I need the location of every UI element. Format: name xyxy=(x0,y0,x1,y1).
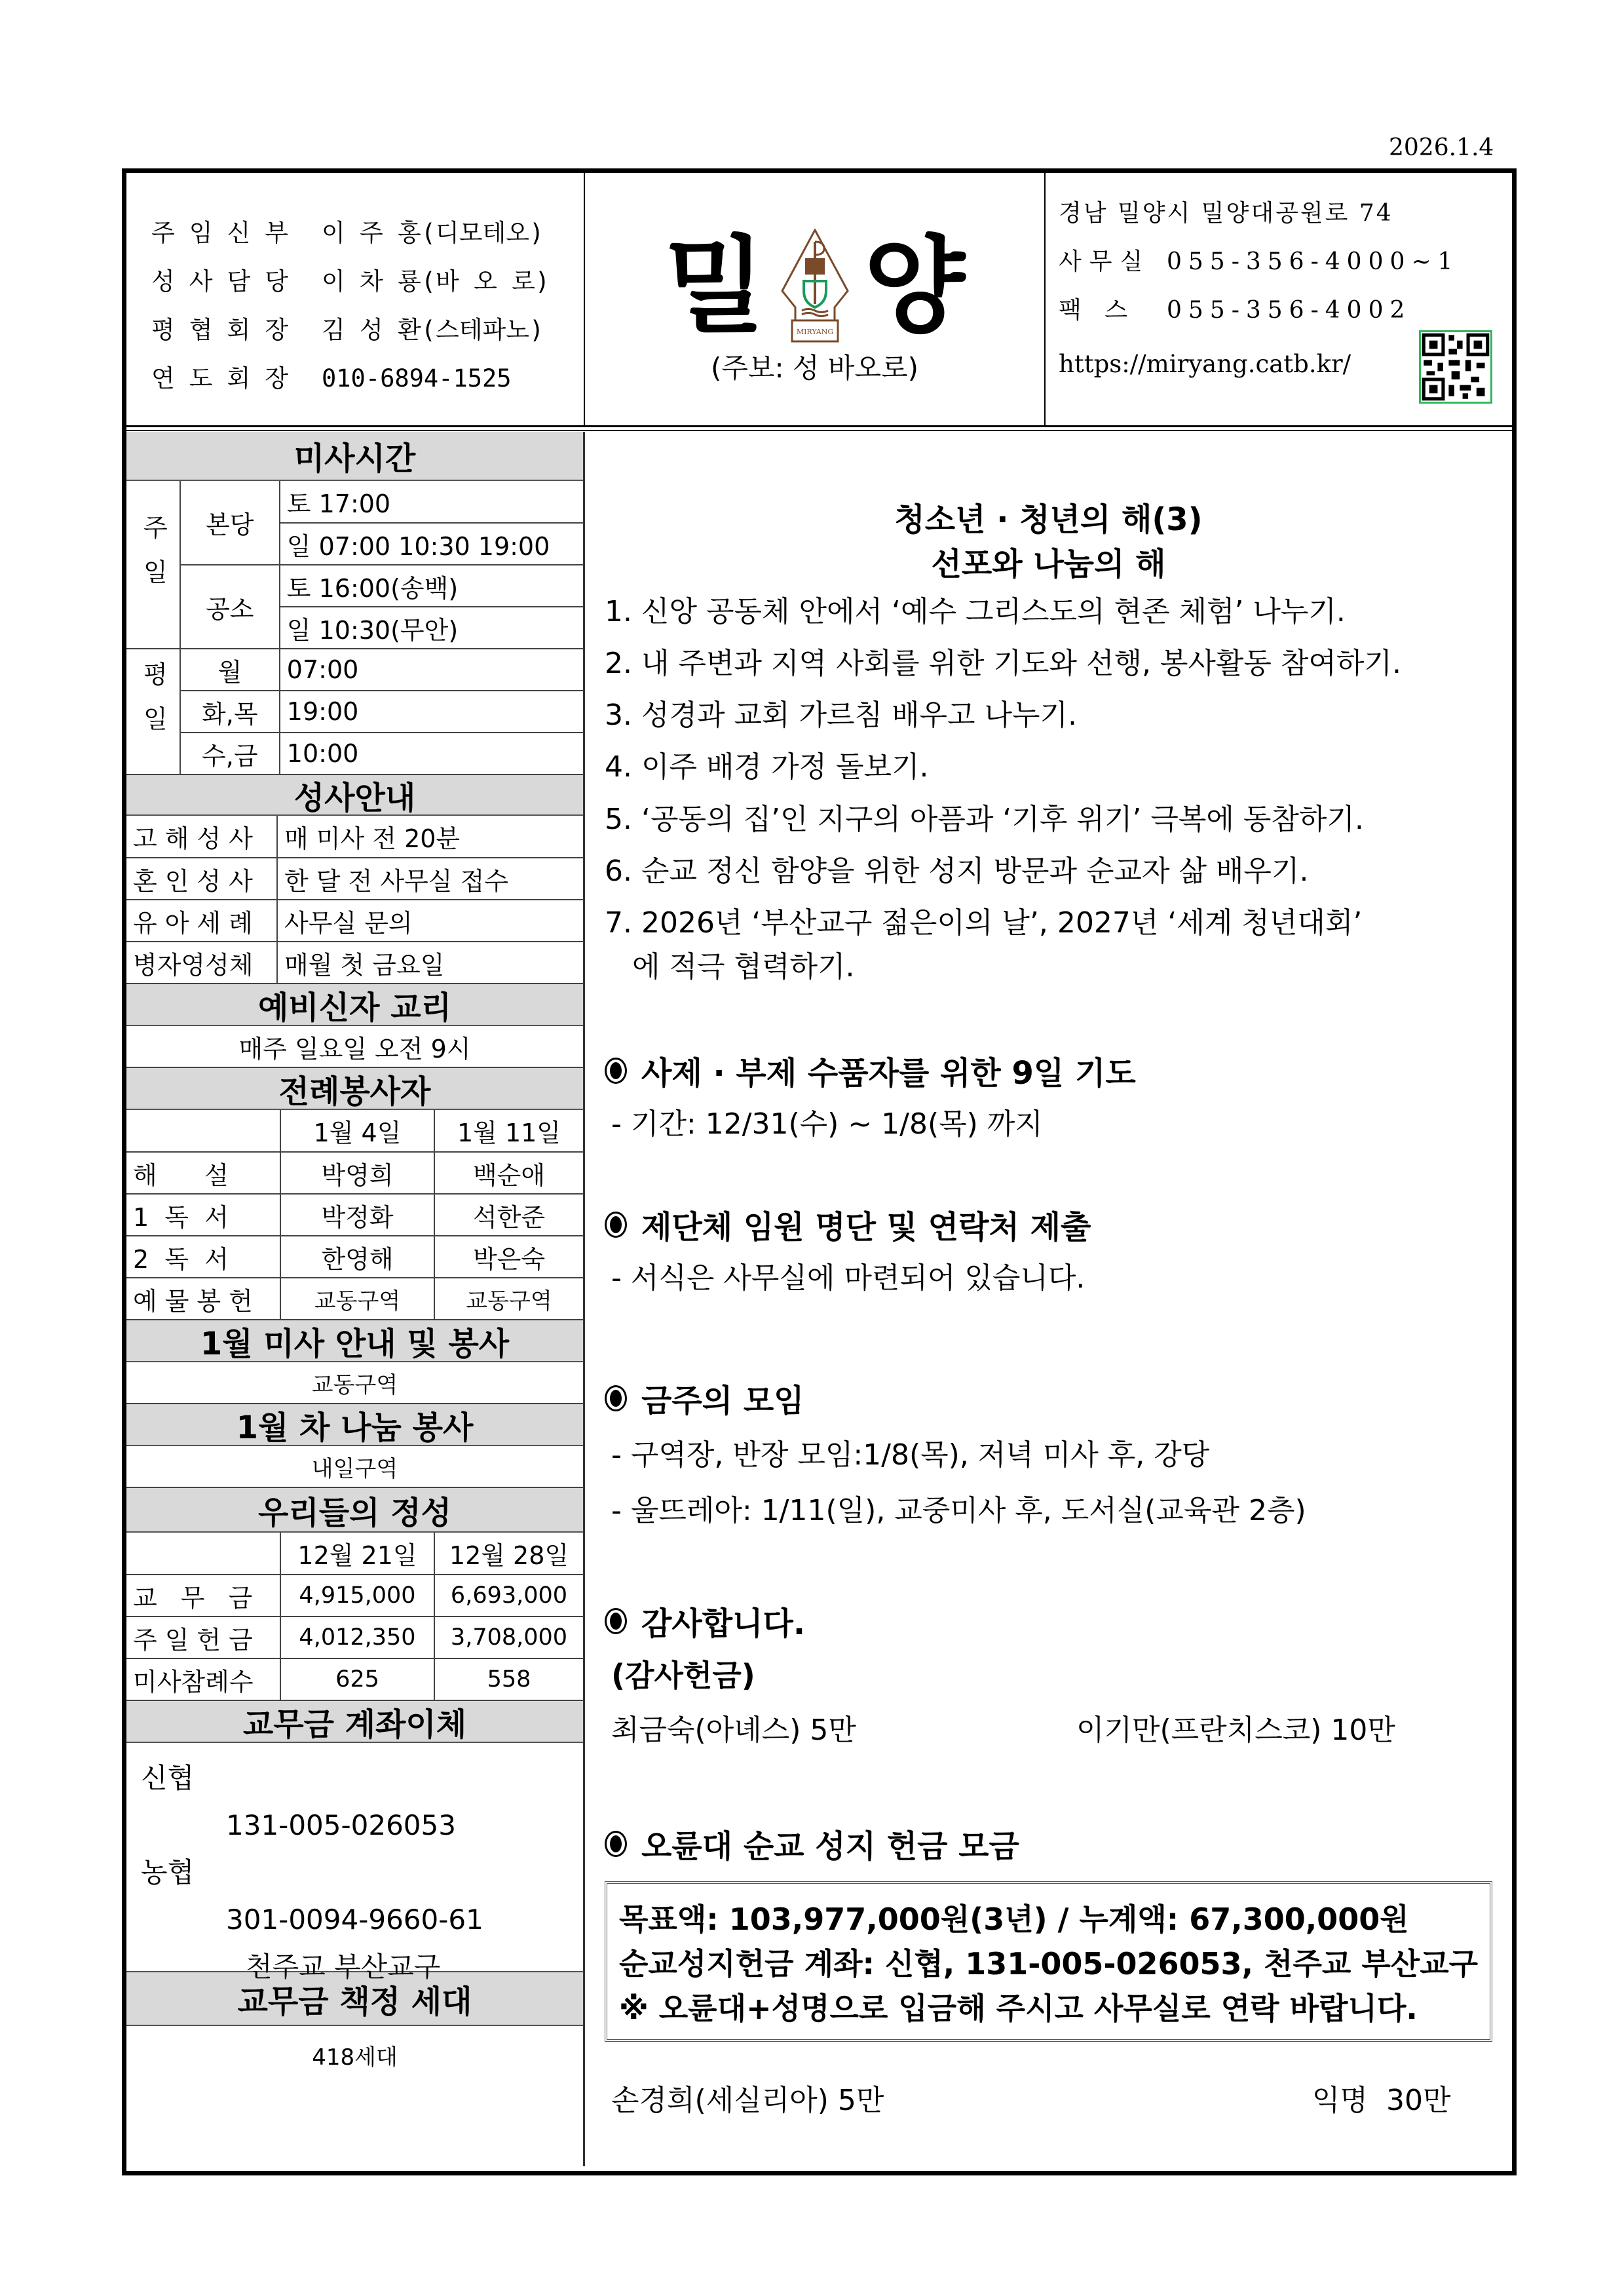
attendance-count: 558 xyxy=(434,1658,583,1700)
offerings-table xyxy=(126,1533,583,1701)
mass-time: 10:00 xyxy=(280,733,583,775)
volunteer-name: 교동구역 xyxy=(434,1278,583,1320)
bullet-icon xyxy=(605,1608,627,1634)
sacraments-heading: 성사안내 xyxy=(126,775,583,816)
weekday-day: 화,목 xyxy=(180,691,280,733)
bank-name: 신협 xyxy=(141,1762,195,1794)
staff-row: 성사담당 이 차 룡(바 오 로) xyxy=(151,267,550,296)
notice-detail: - 울뜨레아: 1/11(일), 교중미사 후, 도서실(교육관 2층) xyxy=(611,1494,1306,1527)
sacrament-info: 사무실 문의 xyxy=(277,900,583,942)
parish-title: 밀 MIRYANG 양 xyxy=(664,224,966,347)
sacrament-label: 병자영성체 xyxy=(126,942,277,984)
bullet-icon xyxy=(605,1385,627,1411)
volunteer-name: 석한준 xyxy=(434,1194,583,1236)
mass-time: 토 16:00(송백) xyxy=(280,565,583,607)
header-divider xyxy=(126,425,1512,431)
goal-item: 7. 2026년 ‘부산교구 젊은이의 날’, 2027년 ‘세계 청년대회’ xyxy=(605,906,1363,940)
main-church-label: 본당 xyxy=(180,481,280,565)
parish-logo-icon xyxy=(779,229,851,343)
date-header: 1월 11일 xyxy=(434,1110,583,1152)
attendance-count: 625 xyxy=(280,1658,434,1700)
goal-item: 5. ‘공동의 집’인 지구의 아픔과 ‘기후 위기’ 극복에 동참하기. xyxy=(605,803,1364,836)
notice-detail: - 구역장, 반장 모임:1/8(목), 저녁 미사 후, 강당 xyxy=(611,1438,1210,1472)
offering-amount: 6,693,000 xyxy=(434,1575,583,1617)
mass-time: 19:00 xyxy=(280,691,583,733)
staff-row: 연도회장 010-6894-1525 xyxy=(151,364,512,392)
donor-entry: 익명 30만 xyxy=(1312,2084,1451,2117)
offering-label: 주일헌금 xyxy=(126,1617,280,1658)
volunteer-name: 백순애 xyxy=(434,1152,583,1194)
liturgy-heading: 전례봉사자 xyxy=(126,1068,583,1110)
contact-info xyxy=(1046,173,1512,425)
qr-code-icon[interactable] xyxy=(1419,330,1492,404)
notice-detail: - 기간: 12/31(수) ~ 1/8(목) 까지 xyxy=(611,1107,1043,1141)
header xyxy=(126,173,1512,425)
left-sidebar xyxy=(126,432,585,2166)
mass-time: 토 17:00 xyxy=(280,481,583,523)
offering-amount: 4,915,000 xyxy=(280,1575,434,1617)
weekday-day: 월 xyxy=(180,649,280,691)
notice-heading: 감사합니다. xyxy=(605,1598,805,1643)
household-count: 418세대 xyxy=(312,2044,398,2071)
thanks-subheading: (감사헌금) xyxy=(611,1658,755,1693)
volunteer-name: 한영해 xyxy=(280,1236,434,1278)
mass-times-table xyxy=(126,481,583,775)
fund-note: ※ 오륜대+성명으로 입금해 주시고 사무실로 연락 바랍니다. xyxy=(619,1991,1418,2026)
account-number[interactable]: 131-005-026053 xyxy=(226,1809,456,1841)
donor-entry: 최금숙(아녜스) 5만 xyxy=(611,1713,856,1747)
sacrament-info: 매월 첫 금요일 xyxy=(277,942,583,984)
tea-service-heading: 1월 차 나눔 봉사 xyxy=(126,1404,583,1446)
transfer-heading: 교무금 계좌이체 xyxy=(126,1701,583,1743)
role-label: 예물봉헌 xyxy=(126,1278,280,1320)
goal-item: 1. 신앙 공동체 안에서 ‘예수 그리스도의 현존 체험’ 나누기. xyxy=(605,595,1346,628)
role-label: 2 독 서 xyxy=(126,1236,280,1278)
weekday-label: 평일 xyxy=(126,649,180,775)
svg-text:MIRYANG: MIRYANG xyxy=(796,328,833,336)
offering-amount: 4,012,350 xyxy=(280,1617,434,1658)
year-theme-title: 청소년 · 청년의 해(3) xyxy=(894,501,1203,538)
tea-service-district: 내일구역 xyxy=(126,1446,583,1488)
notice-detail: - 서식은 사무실에 마련되어 있습니다. xyxy=(611,1261,1086,1295)
volunteer-name: 박영희 xyxy=(280,1152,434,1194)
catechumen-schedule: 매주 일요일 오전 9시 xyxy=(126,1026,583,1068)
address: 경남 밀양시 밀양대공원로 74 xyxy=(1059,200,1393,227)
account-number[interactable]: 301-0094-9660-61 xyxy=(226,1904,483,1936)
donor-entry: 이기만(프란치스코) 10만 xyxy=(1076,1713,1395,1747)
volunteer-name: 교동구역 xyxy=(280,1278,434,1320)
bullet-icon xyxy=(605,1831,627,1857)
goal-item: 6. 순교 정신 함양을 위한 성지 방문과 순교자 삶 배우기. xyxy=(605,854,1309,888)
fund-target: 목표액: 103,977,000원(3년) / 누계액: 67,300,000원 xyxy=(619,1902,1409,1937)
donor-entry: 손경희(세실리아) 5만 xyxy=(611,2084,884,2117)
offering-label: 교 무 금 xyxy=(126,1575,280,1617)
date-header: 1월 4일 xyxy=(280,1110,434,1152)
bullet-icon xyxy=(605,1058,627,1084)
staff-list xyxy=(126,173,585,425)
notice-heading: 제단체 임원 명단 및 연락처 제출 xyxy=(605,1202,1091,1247)
volunteer-name: 박정화 xyxy=(280,1194,434,1236)
office-phone-row: 사무실 055-356-4000~1 xyxy=(1059,248,1460,275)
mass-time: 일 07:00 10:30 19:00 xyxy=(280,523,583,565)
volunteer-name: 박은숙 xyxy=(434,1236,583,1278)
offering-label: 미사참례수 xyxy=(126,1658,280,1700)
notice-heading: 금주의 모임 xyxy=(605,1375,804,1421)
jan-mass-heading: 1월 미사 안내 및 봉사 xyxy=(126,1320,583,1362)
sacrament-info: 매 미사 전 20분 xyxy=(277,816,583,858)
mass-times-heading: 미사시간 xyxy=(126,432,583,481)
catechumen-heading: 예비신자 교리 xyxy=(126,984,583,1026)
martyr-fund-box xyxy=(605,1881,1492,2042)
year-theme-subtitle: 선포와 나눔의 해 xyxy=(931,546,1166,583)
sacrament-label: 고해성사 xyxy=(126,816,277,858)
bank-name: 농협 xyxy=(141,1856,195,1888)
date-header: 12월 28일 xyxy=(434,1533,583,1575)
households-heading: 교무금 책정 세대 xyxy=(126,1972,583,2026)
sacrament-label: 유아세례 xyxy=(126,900,277,942)
role-label: 1 독 서 xyxy=(126,1194,280,1236)
staff-row: 평협회장 김 성 환(스테파노) xyxy=(151,316,544,344)
mass-time: 07:00 xyxy=(280,649,583,691)
sacrament-info: 한 달 전 사무실 접수 xyxy=(277,858,583,900)
masthead xyxy=(585,173,1046,425)
patron-saint: (주보: 성 바오로) xyxy=(710,352,919,384)
date-header: 12월 21일 xyxy=(280,1533,434,1575)
sunday-label: 주일 xyxy=(126,481,180,649)
sacraments-table xyxy=(126,816,583,984)
goal-item: 에 적극 협력하기. xyxy=(605,950,855,984)
offerings-heading: 우리들의 정성 xyxy=(126,1488,583,1533)
mission-label: 공소 xyxy=(180,565,280,649)
fund-account: 순교성지헌금 계좌: 신협, 131-005-026053, 천주교 부산교구 xyxy=(619,1946,1479,1981)
issue-date: 2026.1.4 xyxy=(1389,134,1494,161)
notice-heading: 사제 · 부제 수품자를 위한 9일 기도 xyxy=(605,1048,1136,1093)
weekday-day: 수,금 xyxy=(180,733,280,775)
bullet-icon xyxy=(605,1212,627,1238)
mass-time: 일 10:30(무안) xyxy=(280,607,583,649)
liturgy-table xyxy=(126,1110,583,1320)
website-link[interactable]: https://miryang.catb.kr/ xyxy=(1059,350,1351,378)
role-label: 해 설 xyxy=(126,1152,280,1194)
jan-mass-district: 교동구역 xyxy=(126,1362,583,1404)
goal-item: 2. 내 주변과 지역 사회를 위한 기도와 선행, 봉사활동 참여하기. xyxy=(605,647,1401,680)
sacrament-label: 혼인성사 xyxy=(126,858,277,900)
notice-heading: 오륜대 순교 성지 헌금 모금 xyxy=(605,1821,1019,1866)
goal-item: 3. 성경과 교회 가르침 배우고 나누기. xyxy=(605,698,1077,732)
fax-row: 팩 스 055-356-4002 xyxy=(1059,297,1412,324)
staff-row: 주임신부 이 주 홍(디모테오) xyxy=(151,219,544,247)
bank-accounts xyxy=(126,1743,583,1983)
main-content xyxy=(585,432,1512,2166)
account-owner: 천주교 부산교구 xyxy=(246,1951,441,1983)
goal-item: 4. 이주 배경 가정 돌보기. xyxy=(605,750,929,784)
offering-amount: 3,708,000 xyxy=(434,1617,583,1658)
